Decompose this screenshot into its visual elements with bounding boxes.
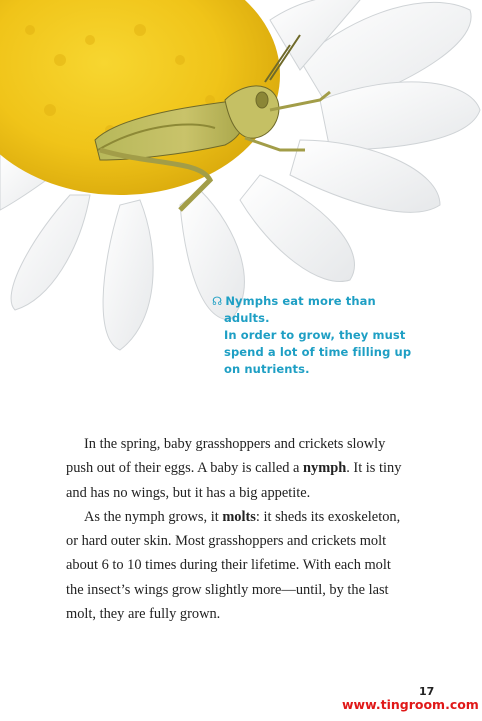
page-number: 17 bbox=[419, 685, 435, 698]
p2-line-1: As the nymph grows, it molts: it sheds its exoskeleton, bbox=[84, 508, 401, 525]
term-nymph: nymph bbox=[303, 460, 347, 477]
watermark: www.tingroom.com bbox=[342, 697, 479, 712]
p1-line-1: In the spring, baby grasshoppers and crickets slowly bbox=[84, 436, 386, 452]
caption-line-2: In order to grow, they must bbox=[224, 328, 406, 342]
body-text bbox=[66, 432, 426, 626]
caption-line-4: on nutrients. bbox=[224, 362, 310, 376]
p2-line-2: or hard outer skin. Most grasshoppers and crickets molt bbox=[66, 533, 387, 550]
p2-line-3: about 6 to 10 times during their lifetime. With each molt bbox=[66, 557, 391, 574]
caption-line-1: ☊ Nymphs eat more than adults. bbox=[212, 294, 376, 325]
p1-line-3: and has no wings, but it has a big appetite. bbox=[66, 484, 311, 501]
caption-line-3: spend a lot of time filling up bbox=[224, 345, 412, 359]
paragraph-2 bbox=[66, 505, 426, 626]
photo-caption bbox=[212, 293, 412, 378]
p2-line-5: molt, they are fully grown. bbox=[66, 606, 221, 623]
p1-line-2: push out of their eggs. A baby is called a nymph. It is tiny bbox=[66, 460, 402, 477]
p2-line-4: the insect’s wings grow slightly more—until, by the last bbox=[66, 581, 389, 598]
paragraph-1 bbox=[66, 432, 426, 505]
term-molts: molts bbox=[222, 508, 256, 525]
caption-marker-icon: ☊ bbox=[212, 294, 223, 308]
